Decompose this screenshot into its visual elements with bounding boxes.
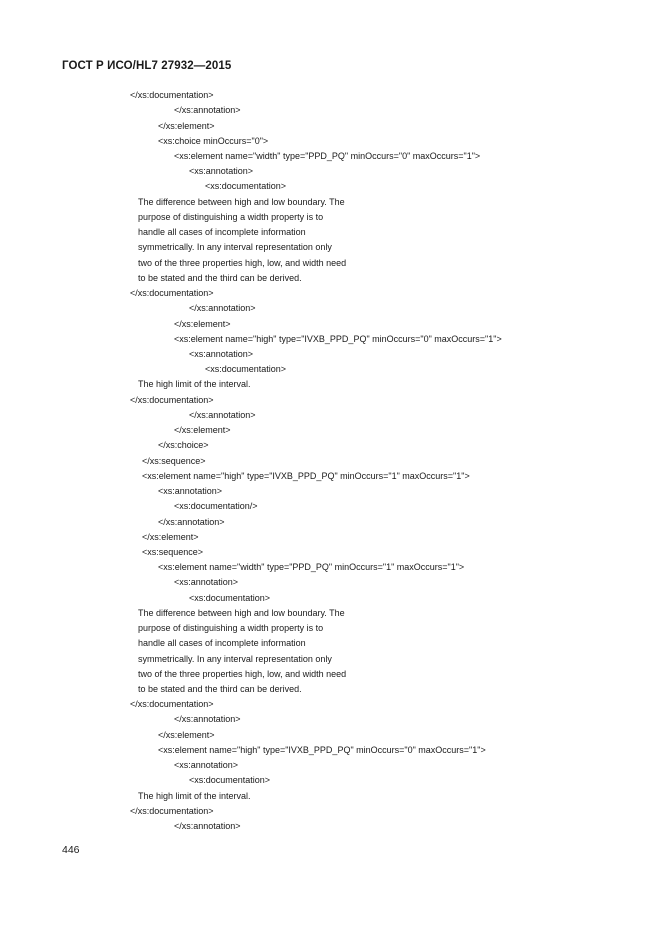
code-line: <xs:element name="width" type="PPD_PQ" minOccurs="1" maxOccurs="1">	[158, 562, 465, 572]
code-line: </xs:element>	[174, 319, 231, 329]
page-number: 446	[62, 844, 80, 856]
code-line: <xs:annotation>	[174, 760, 239, 770]
code-line: </xs:element>	[142, 532, 199, 542]
code-line: </xs:annotation>	[189, 303, 256, 313]
code-line: <xs:documentation>	[205, 364, 287, 374]
code-line: The difference between high and low boundary. The	[138, 197, 345, 207]
code-line: two of the three properties high, low, and width need	[138, 258, 347, 268]
code-line: </xs:annotation>	[174, 105, 241, 115]
code-line: handle all cases of incomplete information	[138, 227, 306, 237]
code-line: <xs:annotation>	[189, 166, 254, 176]
code-line: <xs:documentation>	[189, 593, 271, 603]
code-line: </xs:documentation>	[130, 288, 214, 298]
code-line: <xs:annotation>	[158, 486, 223, 496]
code-line: <xs:element name="high" type="IVXB_PPD_PQ" minOccurs="0" maxOccurs="1">	[158, 745, 486, 755]
code-line: to be stated and the third can be derived.	[138, 273, 302, 283]
code-line: </xs:annotation>	[174, 714, 241, 724]
code-line: </xs:choice>	[158, 440, 209, 450]
code-line: to be stated and the third can be derived.	[138, 684, 302, 694]
code-line: </xs:element>	[158, 121, 215, 131]
code-line: </xs:annotation>	[174, 821, 241, 831]
code-line: symmetrically. In any interval representation only	[138, 242, 332, 252]
code-line: </xs:element>	[158, 730, 215, 740]
code-line: The high limit of the interval.	[138, 379, 251, 389]
code-line: <xs:element name="high" type="IVXB_PPD_PQ" minOccurs="0" maxOccurs="1">	[174, 334, 502, 344]
code-line: <xs:documentation>	[189, 775, 271, 785]
code-line: </xs:annotation>	[189, 410, 256, 420]
code-line: <xs:element name="width" type="PPD_PQ" minOccurs="0" maxOccurs="1">	[174, 151, 481, 161]
code-line: handle all cases of incomplete information	[138, 638, 306, 648]
code-line: purpose of distinguishing a width property is to	[138, 212, 324, 222]
code-line: The difference between high and low boundary. The	[138, 608, 345, 618]
code-line: </xs:documentation>	[130, 90, 214, 100]
code-line: </xs:element>	[174, 425, 231, 435]
code-line: The high limit of the interval.	[138, 791, 251, 801]
code-line: two of the three properties high, low, and width need	[138, 669, 347, 679]
code-line: </xs:sequence>	[142, 456, 206, 466]
code-line: <xs:documentation>	[205, 181, 287, 191]
code-line: </xs:documentation>	[130, 699, 214, 709]
code-line: symmetrically. In any interval representation only	[138, 654, 332, 664]
code-line: <xs:choice minOccurs="0">	[158, 136, 269, 146]
code-line: <xs:annotation>	[189, 349, 254, 359]
code-line: <xs:documentation/>	[174, 501, 258, 511]
code-line: <xs:element name="high" type="IVXB_PPD_PQ" minOccurs="1" maxOccurs="1">	[142, 471, 470, 481]
page-header: ГОСТ Р ИСО/HL7 27932—2015	[62, 60, 232, 72]
code-line: <xs:annotation>	[174, 577, 239, 587]
code-line: </xs:documentation>	[130, 395, 214, 405]
code-line: <xs:sequence>	[142, 547, 204, 557]
code-line: purpose of distinguishing a width property is to	[138, 623, 324, 633]
code-line: </xs:annotation>	[158, 517, 225, 527]
code-line: </xs:documentation>	[130, 806, 214, 816]
